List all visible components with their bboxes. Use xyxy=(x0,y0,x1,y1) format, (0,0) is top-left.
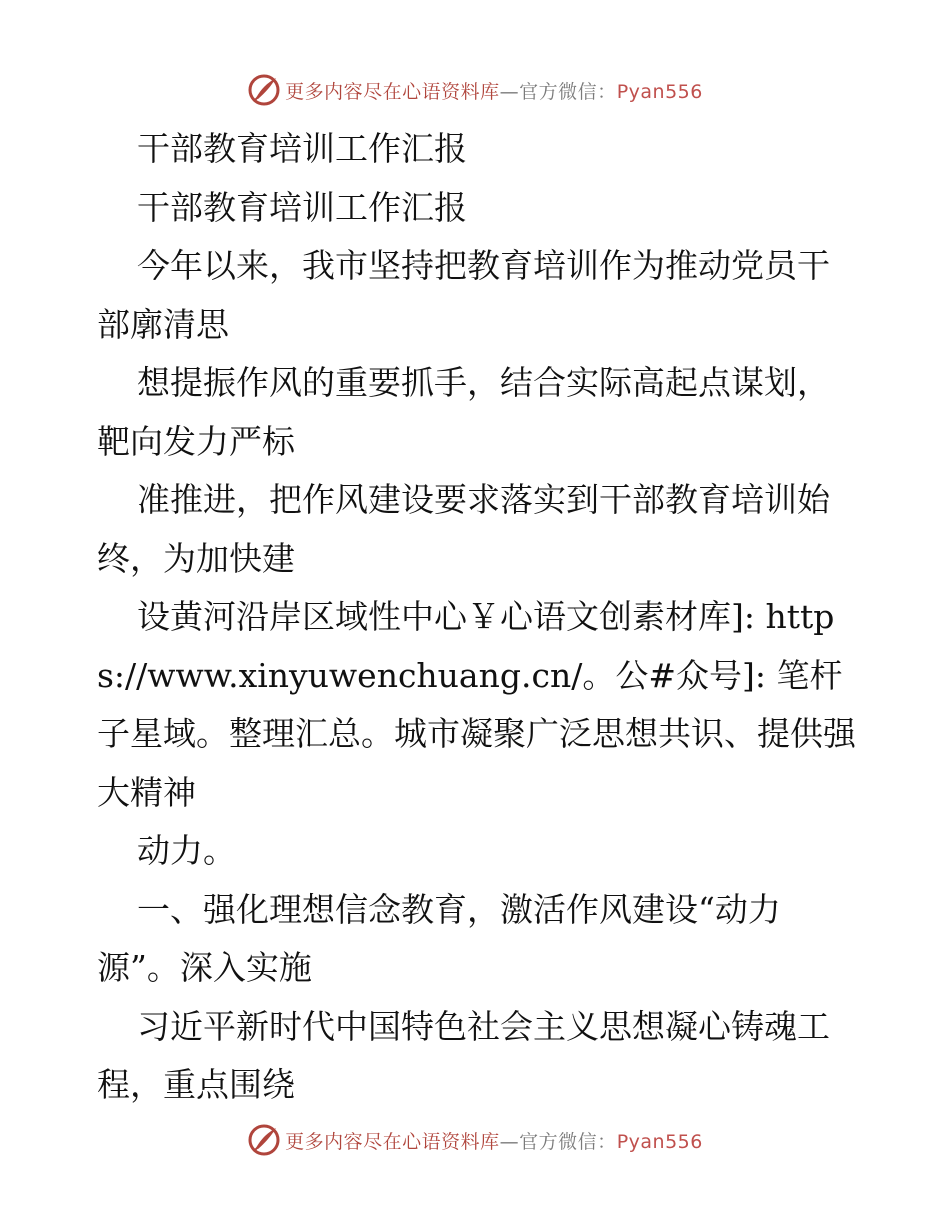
paragraph-6: 习近平新时代中国特色社会主义思想凝心铸魂工程，重点围绕 xyxy=(97,1006,830,1104)
wechat-id: Pyan556 xyxy=(616,80,703,103)
header-watermark-banner xyxy=(0,70,950,110)
watermark-text xyxy=(285,1127,703,1154)
brand-text: 更多内容尽在心语资料库 xyxy=(285,80,500,103)
wechat-label: 官方微信： xyxy=(519,1130,617,1153)
doc-title: 干部教育培训工作汇报 xyxy=(137,129,467,168)
wechat-id: Pyan556 xyxy=(616,1130,703,1153)
section-heading-1: 一、强化理想信念教育，激活作风建设“动力源”。深入实施 xyxy=(97,889,781,987)
feather-pen-seal-icon xyxy=(247,1123,281,1157)
paragraph-4: 设黄河沿岸区域性中心￥心语文创素材库]: https://www.xinyuwenchuang.cn/。公#众号]: 笔杆子星域。整理汇总。城市凝聚广泛思想共识、提供强大精神 xyxy=(97,597,856,812)
separator: — xyxy=(499,80,520,103)
paragraph-3: 准推进，把作风建设要求落实到干部教育培训始终，为加快建 xyxy=(97,480,830,578)
doc-subtitle: 干部教育培训工作汇报 xyxy=(137,187,467,227)
watermark-text xyxy=(285,77,703,104)
paragraph-5: 动力。 xyxy=(137,831,236,870)
wechat-label: 官方微信： xyxy=(519,80,617,103)
paragraph-2: 想提振作风的重要抓手，结合实际高起点谋划，靶向发力严标 xyxy=(97,363,830,461)
document-body xyxy=(97,120,857,1115)
paragraph-1: 今年以来，我市坚持把教育培训作为推动党员干部廓清思 xyxy=(97,246,830,344)
brand-text: 更多内容尽在心语资料库 xyxy=(285,1130,500,1153)
separator: — xyxy=(499,1130,520,1153)
feather-pen-seal-icon xyxy=(247,73,281,107)
footer-watermark-banner xyxy=(0,1120,950,1160)
